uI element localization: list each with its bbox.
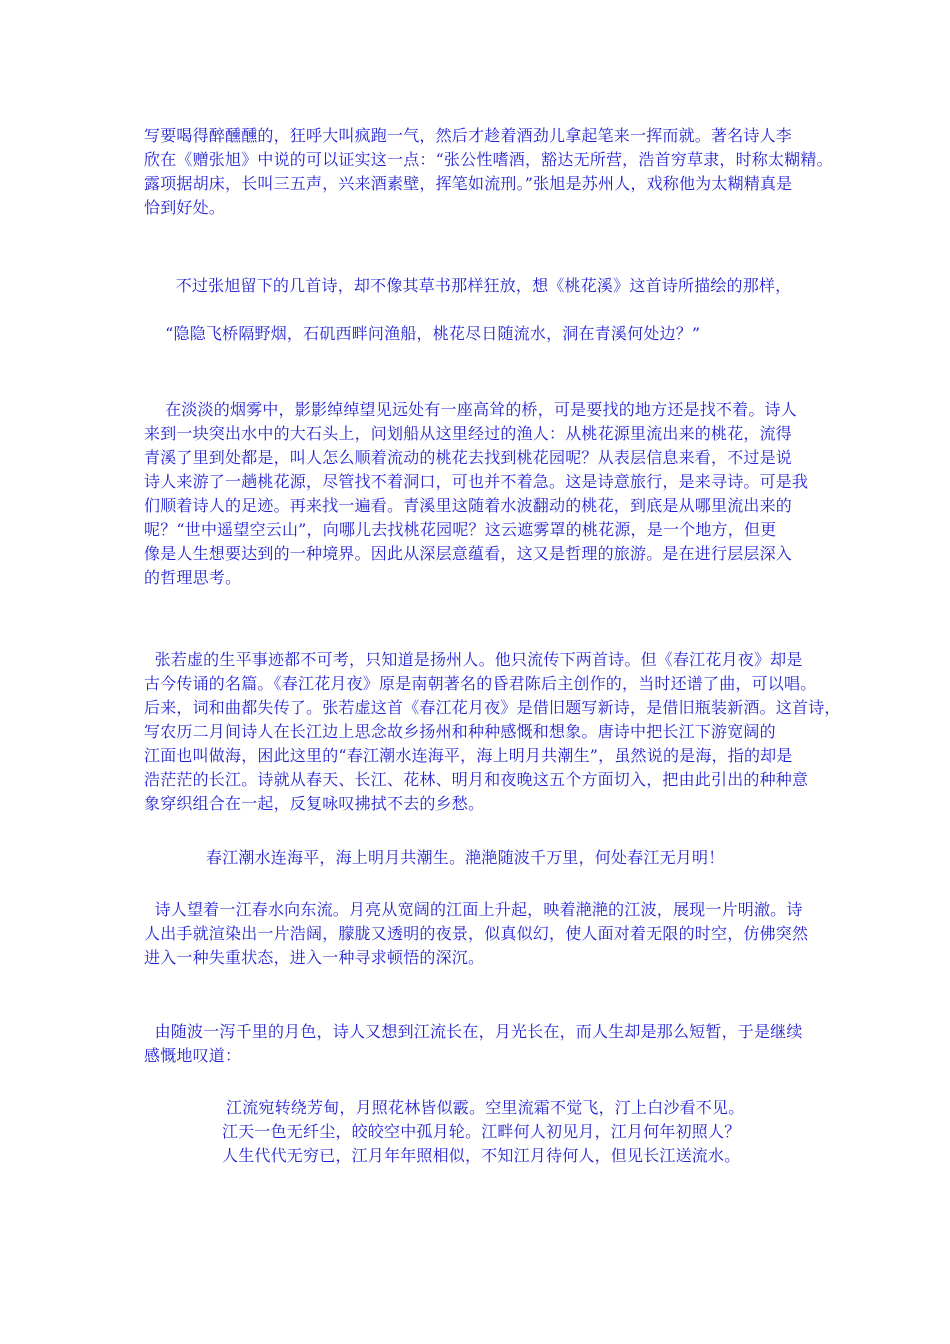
text-line: “隐隐飞桥隔野烟，石矶西畔问渔船，桃花尽日随流水，洞在青溪何处边？” [144,324,701,343]
poem-chunjiang-verse-2 [222,1096,806,1168]
text-line: 像是人生想要达到的一种境界。因此从深层意蕴看，这又是哲理的旅游。是在进行层层深入 [144,544,793,563]
text-line: 写农历二月间诗人在长江边上思念故乡扬州和种种感慨和想象。唐诗中把长江下游宽阔的 [144,722,776,741]
text-line: 江流宛转绕芳甸，月照花林皆似霰。空里流霜不觉飞，汀上白沙看不见。 [226,1098,745,1117]
text-line: 写要喝得醉醺醺的，狂呼大叫疯跑一气，然后才趁着酒劲儿拿起笔来一挥而就。著名诗人李 [144,126,793,145]
poem-chunjiang-verse-1 [206,846,806,870]
text-line: 张若虚的生平事迹都不可考，只知道是扬州人。他只流传下两首诗。但《春江花月夜》却是 [144,650,803,669]
text-line: 古今传诵的名篇。《春江花月夜》原是南朝著名的昏君陈后主创作的，当时还谱了曲，可以唱。 [144,674,817,693]
text-line: 青溪了里到处都是，叫人怎么顺着流动的桃花去找到桃花园呢？从表层信息来看，不过是说 [144,448,793,467]
text-line: 欣在《赠张旭》中说的可以证实这一点：“张公性嗜酒，豁达无所营，浩首穷草隶，时称太糊精。 [144,150,833,169]
paragraph-taohuaxi-intro [144,274,810,298]
text-line: 江面也叫做海，困此这里的“春江潮水连海平，海上明月共潮生”，虽然说的是海，指的却是 [144,746,793,765]
text-line: 象穿织组合在一起，反复咏叹拂拭不去的乡愁。 [144,794,485,813]
text-line: 在淡淡的烟雾中，影影绰绰望见远处有一座高耸的桥，可是要找的地方还是找不着。诗人 [144,400,797,419]
text-line: 人出手就渲染出一片浩阔，朦胧又透明的夜景，似真似幻，使人面对着无限的时空，仿佛突然 [144,924,809,943]
text-line: 感慨地叹道： [144,1046,242,1065]
text-line: 浩茫茫的长江。诗就从春天、长江、花林、明月和夜晚这五个方面切入，把由此引出的种种意 [144,770,809,789]
text-line: 诗人来游了一趟桃花源，尽管找不着洞口，可也并不着急。这是诗意旅行，是来寻诗。可是我 [144,472,809,491]
text-line: 人生代代无穷已，江月年年照相似，不知江月待何人，但见长江送流水。 [222,1146,741,1165]
text-line: 后来，词和曲都失传了。张若虚这首《春江花月夜》是借旧题写新诗，是借旧瓶装新酒。这首诗， [144,698,841,717]
text-line: 的哲理思考。 [144,568,242,587]
text-line: 露项据胡床，长叫三五声，兴来酒素壁，挥笔如流刑。”张旭是苏州人，戏称他为太糊精真是 [144,174,793,193]
text-line: 呢？“世中遥望空云山”，向哪儿去找桃花园呢？这云遮雾罩的桃花源，是一个地方，但更 [144,520,777,539]
paragraph-moonlight [144,1020,810,1068]
text-line: 来到一块突出水中的大石头上，问划船从这里经过的渔人：从桃花源里流出来的桃花，流得 [144,424,793,443]
text-line: 进入一种失重状态，进入一种寻求顿悟的深沉。 [144,948,485,967]
text-line: 江天一色无纤尘，皎皎空中孤月轮。江畔何人初见月，江月何年初照人？ [222,1122,741,1141]
text-line: 恰到好处。 [144,198,226,217]
poem-taohuaxi [144,322,810,346]
paragraph-zhangruoxu [144,648,841,816]
text-line: 春江潮水连海平，海上明月共潮生。滟滟随波千万里，何处春江无月明！ [206,848,725,867]
paragraph-poet-gazing [144,898,810,970]
text-line: 诗人望着一江春水向东流。月亮从宽阔的江面上升起，映着滟滟的江波，展现一片明澈。诗 [144,900,803,919]
text-line: 们顺着诗人的足迹。再来找一遍看。青溪里这随着水波翻动的桃花，到底是从哪里流出来的 [144,496,793,515]
paragraph-zhangxu-drinking [144,124,833,220]
paragraph-taohuaxi-analysis [144,398,810,590]
text-line: 由随波一泻千里的月色，诗人又想到江流长在，月光长在，而人生却是那么短暂，于是继续 [144,1022,803,1041]
text-line: 不过张旭留下的几首诗，却不像其草书那样狂放，想《桃花溪》这首诗所描绘的那样， [144,276,792,295]
